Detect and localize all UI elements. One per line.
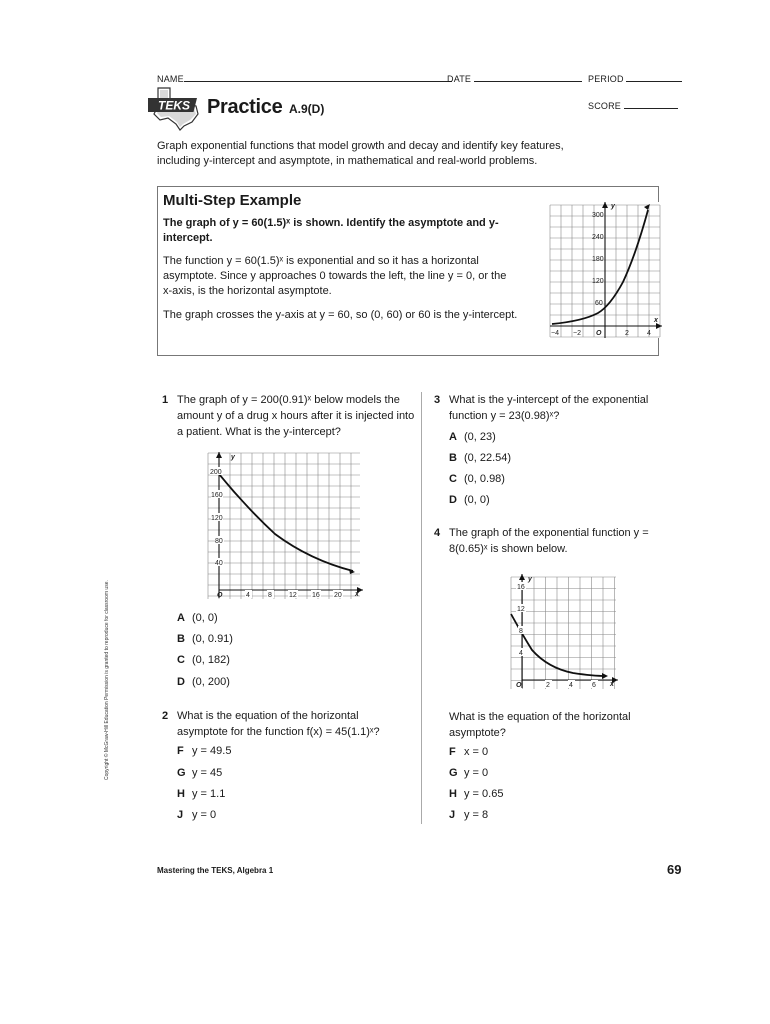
q1-x-tick: 12 bbox=[289, 592, 297, 599]
question-4-text: The graph of the exponential function y = 8(0.65)ˣ is shown below. bbox=[449, 527, 649, 555]
q2-option-g[interactable]: G y = 45 bbox=[177, 767, 223, 779]
q1-y-tick: 40 bbox=[215, 560, 223, 567]
example-y-tick: 120 bbox=[592, 278, 604, 285]
q3-option-c[interactable]: C (0, 0.98) bbox=[449, 473, 505, 485]
name-field bbox=[157, 74, 452, 84]
q4-x-tick: 6 bbox=[592, 682, 596, 689]
q2-option-f[interactable]: F y = 49.5 bbox=[177, 745, 232, 757]
q4-y-tick: 16 bbox=[517, 584, 525, 591]
example-prompt: The graph of y = 60(1.5)ˣ is shown. Identify the asymptote and y-intercept. bbox=[163, 217, 499, 244]
name-label: NAME bbox=[157, 74, 184, 84]
example-explanation: The function y = 60(1.5)ˣ is exponential and so it has a horizontal asymptote. Since y approaches 0 towards the left, the line y = 0, or the x-axis, is the horizontal asymptote. bbox=[163, 255, 507, 297]
question-2-text: What is the equation of the horizontal asymptote for the function f(x) = 45(1.1)ˣ? bbox=[177, 710, 380, 738]
column-divider bbox=[421, 392, 422, 824]
q3-option-b[interactable]: B (0, 22.54) bbox=[449, 452, 512, 464]
q1-option-d[interactable]: D (0, 200) bbox=[177, 676, 230, 688]
example-conclusion: The graph crosses the y-axis at y = 60, so (0, 60) or 60 is the y-intercept. bbox=[163, 309, 518, 321]
q3-option-d[interactable]: D (0, 0) bbox=[449, 494, 490, 506]
question-1-text: The graph of y = 200(0.91)ˣ below models the amount y of a drug x hours after it is injected into a patient. What is the y-intercept? bbox=[177, 394, 415, 438]
question-2-number: 2 bbox=[162, 710, 169, 722]
question-4-graph bbox=[508, 572, 620, 690]
example-y-label: y bbox=[611, 203, 615, 210]
example-x-tick: −2 bbox=[573, 330, 581, 337]
copyright-notice: Copyright © McGraw-Hill Education Permission is granted to reproduce for classroom use. bbox=[104, 580, 110, 780]
q4-x-label: x bbox=[610, 681, 614, 688]
q1-y-tick: 200 bbox=[210, 469, 222, 476]
logo-text: TEKS bbox=[158, 98, 191, 113]
q4-curve-arrow bbox=[602, 673, 608, 679]
question-1-number: 1 bbox=[162, 394, 169, 406]
q1-option-a[interactable]: A (0, 0) bbox=[177, 612, 218, 624]
texas-teks-logo-icon bbox=[148, 86, 204, 132]
date-field bbox=[447, 74, 582, 84]
q1-x-tick: 16 bbox=[312, 592, 320, 599]
example-x-label: x bbox=[654, 317, 658, 324]
q1-option-c[interactable]: C (0, 182) bbox=[177, 654, 230, 666]
q4-y-tick: 4 bbox=[519, 650, 523, 657]
page-number: 69 bbox=[667, 862, 682, 877]
q1-x-tick: 8 bbox=[268, 592, 272, 599]
q4-x-tick: 4 bbox=[569, 682, 573, 689]
example-x-tick: 2 bbox=[625, 330, 629, 337]
q4-y-tick: 12 bbox=[517, 606, 525, 613]
date-label: DATE bbox=[447, 74, 472, 84]
example-y-tick: 60 bbox=[595, 300, 603, 307]
intro-text: Graph exponential functions that model growth and decay and identify key features, including y-intercept and asymptote, in mathematical and real-world problems. bbox=[157, 140, 564, 167]
q4-y-tick: 8 bbox=[519, 628, 523, 635]
q4-option-j[interactable]: J y = 8 bbox=[449, 809, 489, 821]
q1-option-b[interactable]: B (0, 0.91) bbox=[177, 633, 233, 645]
example-title: Multi-Step Example bbox=[163, 192, 302, 209]
standard-code: A.9(D) bbox=[289, 102, 325, 116]
q4-option-g[interactable]: G y = 0 bbox=[449, 767, 489, 779]
example-y-tick: 180 bbox=[592, 256, 604, 263]
q2-option-h[interactable]: H y = 1.1 bbox=[177, 788, 226, 800]
q1-curve-arrow bbox=[349, 569, 355, 574]
example-graph bbox=[548, 200, 664, 342]
q1-curve bbox=[219, 474, 353, 571]
question-4-number: 4 bbox=[434, 527, 441, 539]
q4-x-tick: 2 bbox=[546, 682, 550, 689]
page-title: Practice bbox=[207, 96, 283, 118]
question-3-text: What is the y-intercept of the exponential function y = 23(0.98)ˣ? bbox=[449, 394, 649, 422]
q1-origin-label: O bbox=[217, 592, 223, 599]
q4-origin-label: O bbox=[516, 682, 522, 689]
example-y-tick: 300 bbox=[592, 212, 604, 219]
example-origin-label: O bbox=[596, 330, 602, 337]
q2-option-j[interactable]: J y = 0 bbox=[177, 809, 217, 821]
q1-y-tick: 160 bbox=[211, 492, 223, 499]
q4-y-label: y bbox=[528, 576, 532, 583]
period-label: PERIOD bbox=[588, 74, 624, 84]
question-3-number: 3 bbox=[434, 394, 441, 406]
q4-option-f[interactable]: F x = 0 bbox=[449, 746, 489, 758]
score-field bbox=[588, 101, 678, 111]
q1-y-label: y bbox=[231, 454, 235, 461]
q1-x-label: x bbox=[355, 591, 359, 598]
q1-y-tick: 120 bbox=[211, 515, 223, 522]
question-1-graph bbox=[205, 450, 365, 600]
q1-x-tick: 4 bbox=[246, 592, 250, 599]
q1-y-tick: 80 bbox=[215, 538, 223, 545]
footer-book-title: Mastering the TEKS, Algebra 1 bbox=[157, 866, 274, 875]
q4-option-h[interactable]: H y = 0.65 bbox=[449, 788, 504, 800]
q3-option-a[interactable]: A (0, 23) bbox=[449, 431, 496, 443]
question-4-followup: What is the equation of the horizontal asymptote? bbox=[449, 711, 631, 739]
example-y-tick: 240 bbox=[592, 234, 604, 241]
example-x-tick: 4 bbox=[647, 330, 651, 337]
example-x-tick: −4 bbox=[551, 330, 559, 337]
period-field bbox=[588, 74, 682, 84]
q1-x-tick: 20 bbox=[334, 592, 342, 599]
score-label: SCORE bbox=[588, 101, 622, 111]
